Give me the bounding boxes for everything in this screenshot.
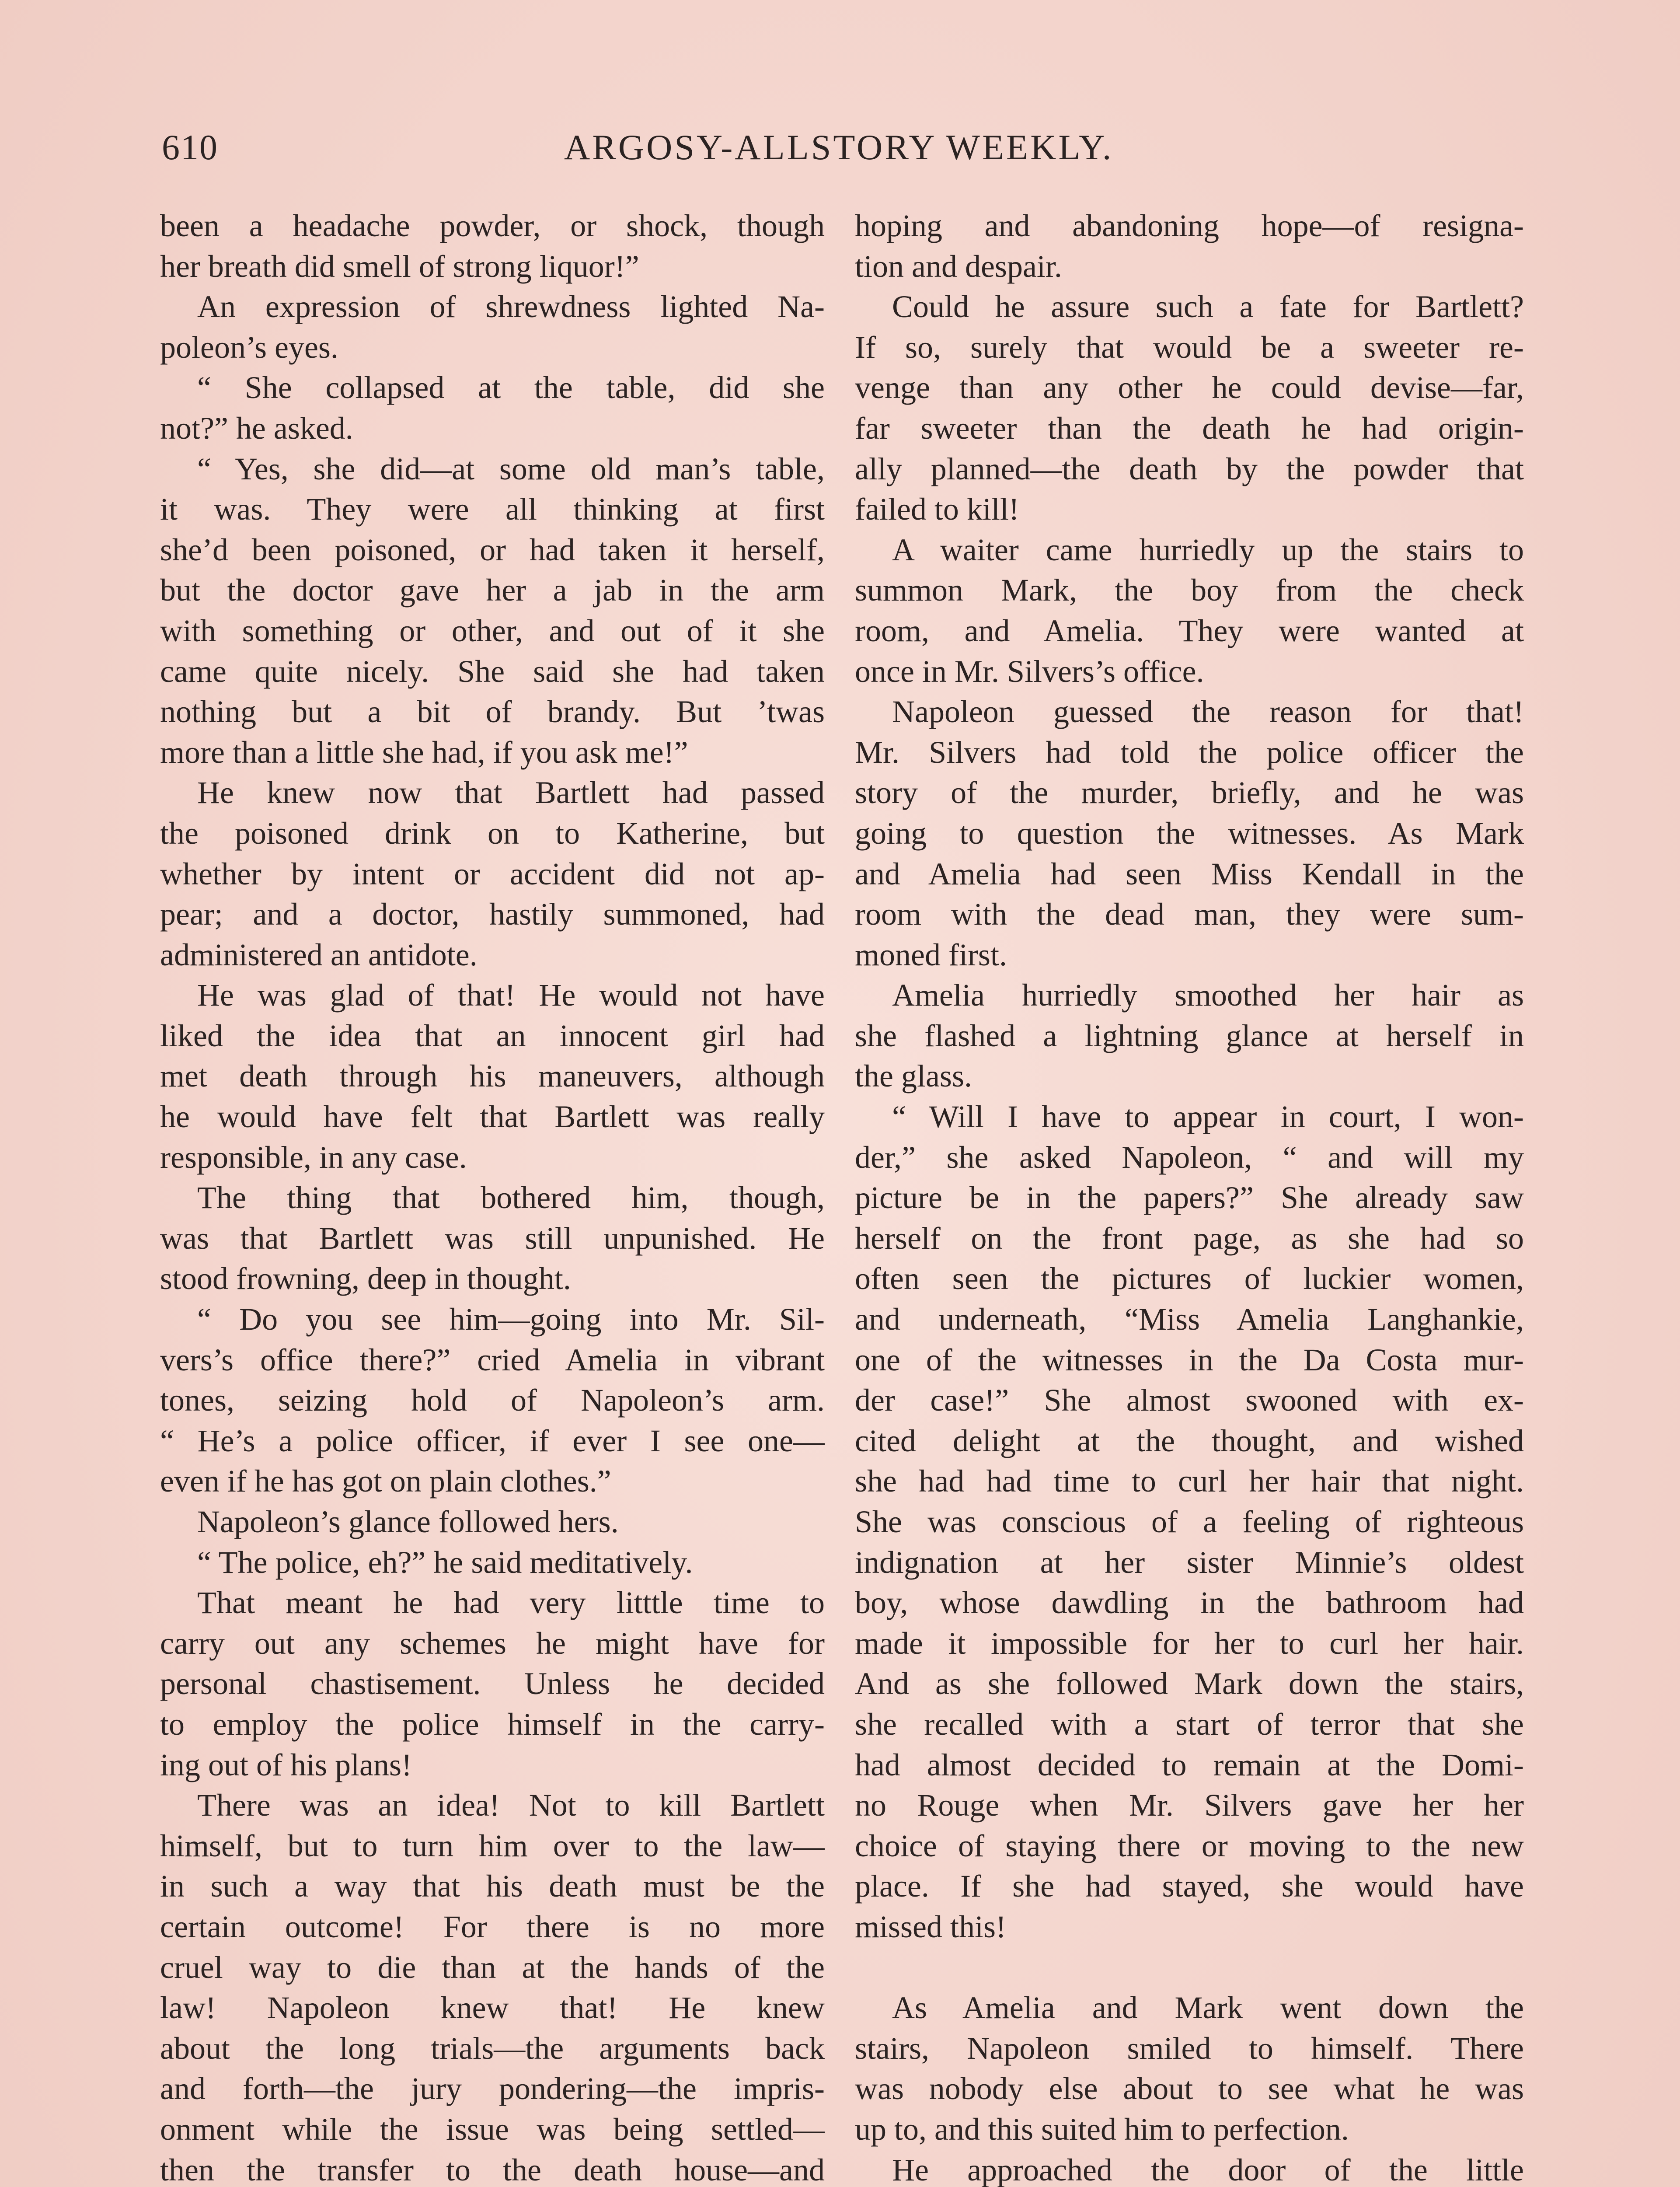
text-line: der case!” She almost swooned with ex- xyxy=(855,1383,1524,1418)
text-line: with something or other, and out of it she xyxy=(160,613,825,648)
text-line: then the transfer to the death house—and xyxy=(160,2152,825,2187)
text-line: often seen the pictures of luckier women, xyxy=(855,1261,1524,1296)
text-line: That meant he had very litttle time to xyxy=(197,1585,825,1621)
text-line: came quite nicely. She said she had taken xyxy=(160,653,825,689)
text-line: A waiter came hurriedly up the stairs to xyxy=(892,532,1524,567)
text-line: choice of staying there or moving to the new xyxy=(855,1828,1524,1863)
text-line: There was an idea! Not to kill Bartlett xyxy=(197,1788,825,1823)
text-line: poleon’s eyes. xyxy=(160,329,338,365)
text-line: far sweeter than the death he had origin- xyxy=(855,410,1524,446)
text-line: she had had time to curl her hair that night. xyxy=(855,1464,1524,1499)
text-line: she’d been poisoned, or had taken it herself, xyxy=(160,532,825,567)
text-line: room, and Amelia. They were wanted at xyxy=(855,613,1524,648)
text-line: And as she followed Mark down the stairs, xyxy=(855,1666,1524,1701)
text-line: ally planned—the death by the powder that xyxy=(855,451,1524,486)
text-column-left xyxy=(160,206,825,2187)
text-line: picture be in the papers?” She already saw xyxy=(855,1180,1524,1216)
text-line: An expression of shrewdness lighted Na- xyxy=(197,289,825,325)
text-line: himself, but to turn him over to the law— xyxy=(160,1828,825,1863)
text-line: administered an antidote. xyxy=(160,937,478,972)
text-line: she recalled with a start of terror that she xyxy=(855,1706,1524,1742)
text-line: carry out any schemes he might have for xyxy=(160,1625,825,1661)
text-line: moned first. xyxy=(855,937,1007,972)
text-line: more than a little she had, if you ask me!” xyxy=(160,734,688,770)
text-line: “ She collapsed at the table, did she xyxy=(197,370,825,405)
text-line: to employ the police himself in the carry- xyxy=(160,1706,825,1742)
text-line: “ Will I have to appear in court, I won- xyxy=(892,1099,1524,1135)
text-line: He was glad of that! He would not have xyxy=(197,978,825,1013)
text-line: in such a way that his death must be the xyxy=(160,1869,825,1904)
text-line: stairs, Napoleon smiled to himself. There xyxy=(855,2030,1524,2066)
text-line: and Amelia had seen Miss Kendall in the xyxy=(855,856,1524,891)
text-line: liked the idea that an innocent girl had xyxy=(160,1018,825,1053)
text-line: He approached the door of the little xyxy=(892,2152,1524,2187)
text-line: summon Mark, the boy from the check xyxy=(855,573,1524,608)
text-line: “ Do you see him—going into Mr. Sil- xyxy=(197,1302,825,1337)
text-line: der,” she asked Napoleon, “ and will my xyxy=(855,1139,1524,1175)
text-line: herself on the front page, as she had so xyxy=(855,1220,1524,1256)
text-line: going to question the witnesses. As Mark xyxy=(855,815,1524,851)
text-line: onment while the issue was being settled— xyxy=(160,2111,825,2147)
text-line: but the doctor gave her a jab in the arm xyxy=(160,573,825,608)
text-line: certain outcome! For there is no more xyxy=(160,1909,825,1944)
text-line: whether by intent or accident did not ap- xyxy=(160,856,825,891)
text-line: her breath did smell of strong liquor!” xyxy=(160,248,639,284)
text-line: “ He’s a police officer, if ever I see one— xyxy=(160,1423,825,1458)
text-line: Could he assure such a fate for Bartlett? xyxy=(892,289,1524,325)
text-line: indignation at her sister Minnie’s oldest xyxy=(855,1544,1524,1580)
text-line: about the long trials—the arguments back xyxy=(160,2030,825,2066)
text-line: met death through his maneuvers, although xyxy=(160,1059,825,1094)
text-line: cruel way to die than at the hands of the xyxy=(160,1949,825,1985)
text-line: was that Bartlett was still unpunished. He xyxy=(160,1220,825,1256)
text-line: place. If she had stayed, she would have xyxy=(855,1869,1524,1904)
text-line: tion and despair. xyxy=(855,248,1062,284)
text-line: and forth—the jury pondering—the impris- xyxy=(160,2071,825,2107)
text-line: pear; and a doctor, hastily summoned, had xyxy=(160,897,825,932)
text-line: She was conscious of a feeling of righteous xyxy=(855,1504,1524,1539)
text-line: no Rouge when Mr. Silvers gave her her xyxy=(855,1788,1524,1823)
text-line: If so, surely that would be a sweeter re- xyxy=(855,329,1524,365)
section-break xyxy=(855,1947,1524,1988)
text-line: missed this! xyxy=(855,1909,1007,1944)
text-line: venge than any other he could devise—far, xyxy=(855,370,1524,405)
text-column-right xyxy=(855,206,1524,2187)
text-line: Napoleon guessed the reason for that! xyxy=(892,694,1524,730)
text-line: the poisoned drink on to Katherine, but xyxy=(160,815,825,851)
text-line: Napoleon’s glance followed hers. xyxy=(197,1504,619,1539)
text-line: story of the murder, briefly, and he was xyxy=(855,775,1524,811)
text-line: and underneath, “Miss Amelia Langhankie, xyxy=(855,1302,1524,1337)
text-line: made it impossible for her to curl her hair. xyxy=(855,1625,1524,1661)
text-line: hoping and abandoning hope—of resigna- xyxy=(855,208,1524,243)
text-line: not?” he asked. xyxy=(160,410,353,446)
text-line: law! Napoleon knew that! He knew xyxy=(160,1990,825,2026)
running-head: ARGOSY-ALLSTORY WEEKLY. xyxy=(564,127,1114,167)
text-line: personal chastisement. Unless he decided xyxy=(160,1666,825,1701)
text-line: The thing that bothered him, though, xyxy=(197,1180,825,1216)
text-line: “ The police, eh?” he said meditatively. xyxy=(197,1544,693,1580)
text-line: ing out of his plans! xyxy=(160,1747,412,1782)
text-line: was nobody else about to see what he was xyxy=(855,2071,1524,2107)
text-line: even if he has got on plain clothes.” xyxy=(160,1464,611,1499)
text-line: Amelia hurriedly smoothed her hair as xyxy=(892,978,1524,1013)
text-line: boy, whose dawdling in the bathroom had xyxy=(855,1585,1524,1621)
text-line: she flashed a lightning glance at herself in xyxy=(855,1018,1524,1053)
text-line: “ Yes, she did—at some old man’s table, xyxy=(197,451,825,486)
text-line: room with the dead man, they were sum- xyxy=(855,897,1524,932)
text-line: stood frowning, deep in thought. xyxy=(160,1261,571,1296)
text-line: vers’s office there?” cried Amelia in vibrant xyxy=(160,1342,825,1377)
text-line: had almost decided to remain at the Domi- xyxy=(855,1747,1524,1782)
text-line: nothing but a bit of brandy. But ’twas xyxy=(160,694,825,730)
text-line: the glass. xyxy=(855,1059,972,1094)
text-line: up to, and this suited him to perfection. xyxy=(855,2111,1349,2147)
text-line: one of the witnesses in the Da Costa mur- xyxy=(855,1342,1524,1377)
text-line: responsible, in any case. xyxy=(160,1139,467,1175)
text-line: failed to kill! xyxy=(855,492,1019,527)
page-number: 610 xyxy=(162,127,218,167)
text-line: Mr. Silvers had told the police officer the xyxy=(855,734,1524,770)
text-line: once in Mr. Silvers’s office. xyxy=(855,653,1204,689)
text-line: he would have felt that Bartlett was really xyxy=(160,1099,825,1135)
text-line: As Amelia and Mark went down the xyxy=(892,1990,1524,2026)
text-line: He knew now that Bartlett had passed xyxy=(197,775,825,811)
page-header xyxy=(162,127,1517,175)
text-line: tones, seizing hold of Napoleon’s arm. xyxy=(160,1383,825,1418)
text-line: been a headache powder, or shock, though xyxy=(160,208,825,243)
text-line: it was. They were all thinking at first xyxy=(160,492,825,527)
text-line: cited delight at the thought, and wished xyxy=(855,1423,1524,1458)
